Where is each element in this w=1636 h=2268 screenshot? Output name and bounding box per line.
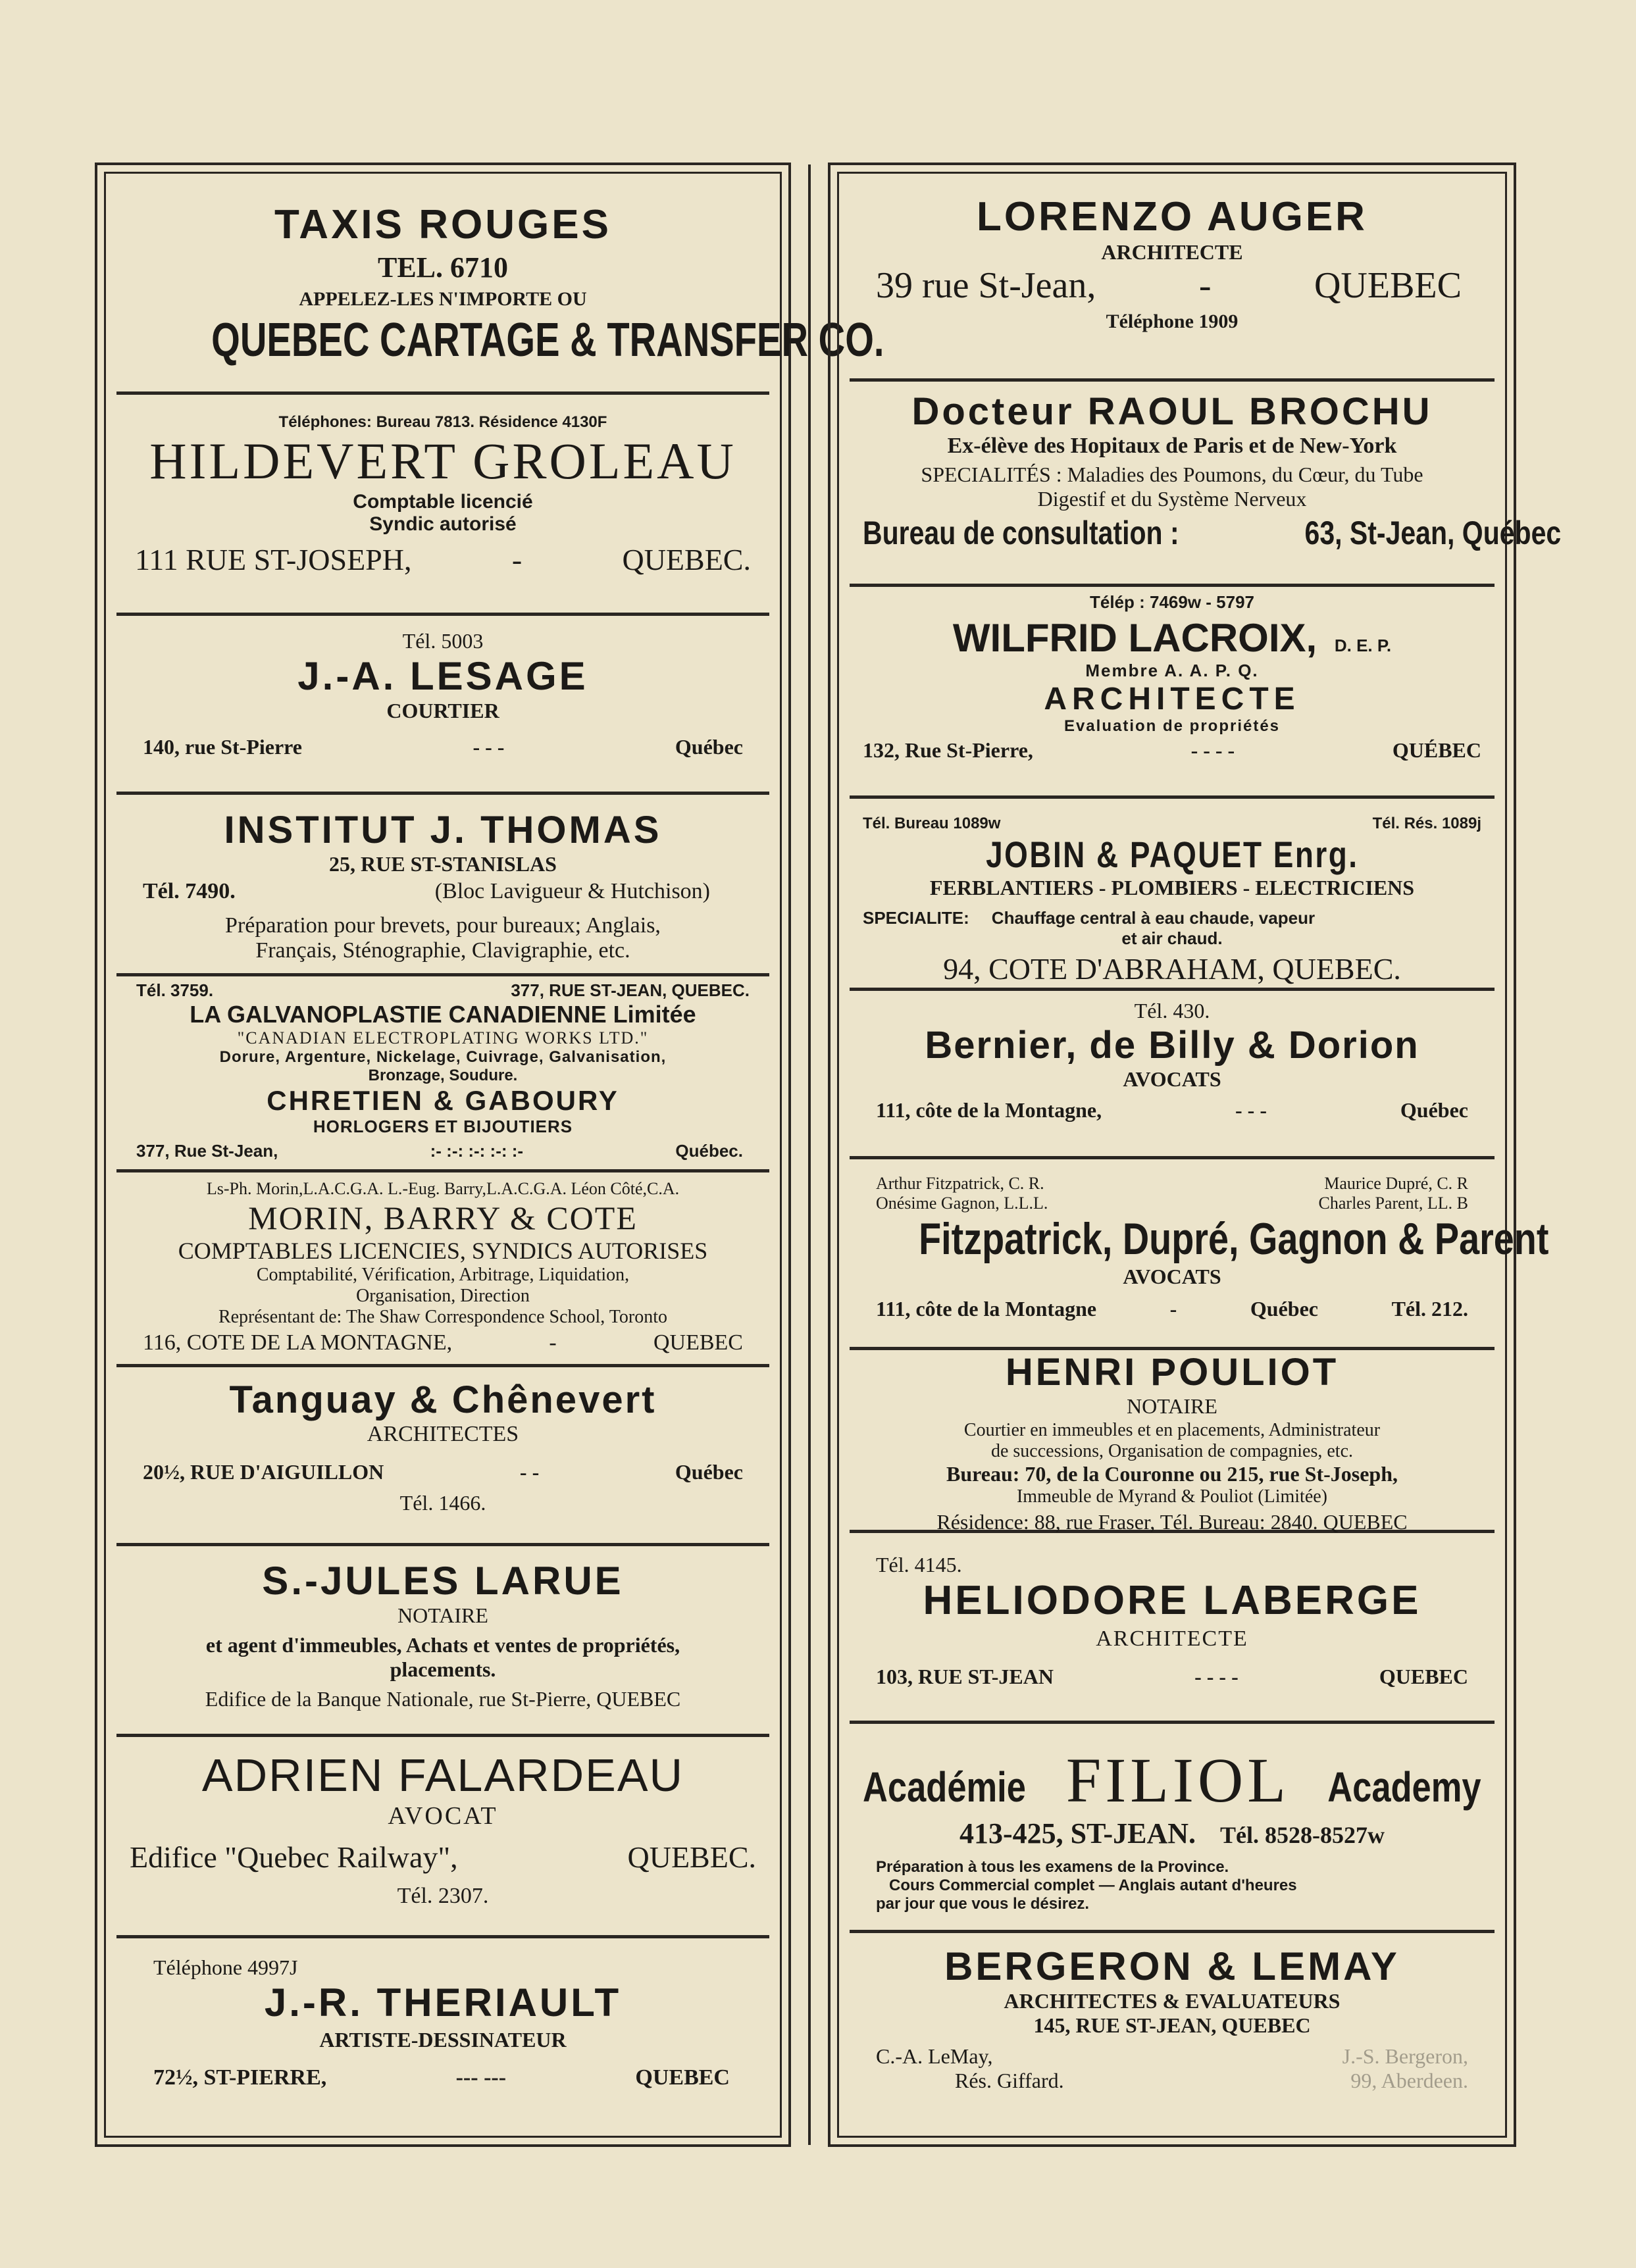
ad-theriault (116, 1938, 769, 2142)
right-column (828, 163, 1562, 2147)
address-city: QUEBEC (1379, 1665, 1468, 1688)
address-sep: - (511, 543, 523, 576)
address-sep: - - - - (1190, 738, 1235, 762)
ad-profession: ARCHITECTE (1044, 682, 1300, 717)
ad-address: 377, RUE ST-JEAN, QUEBEC. (511, 980, 750, 1000)
ad-phone-residence: Tél. Rés. 1089j (1372, 815, 1481, 832)
ad-phones: Téléphones: Bureau 7813. Résidence 4130F (278, 413, 607, 431)
partner-2: J.-S. Bergeron, (1342, 2044, 1468, 2068)
ad-institut-thomas (116, 795, 769, 976)
ad-title-suffix: D. E. P. (1334, 636, 1392, 655)
ad-title: HENRI POULIOT (1005, 1351, 1339, 1394)
ad-profession: AVOCAT (388, 1802, 498, 1830)
ad-taxis-rouges (116, 174, 884, 395)
ad-profession: ARTISTE-DESSINATEUR (319, 2028, 567, 2052)
ad-phone-office: Tél. Bureau 1089w (863, 815, 1001, 832)
partner-2: Maurice Dupré, C. R (1324, 1174, 1468, 1193)
ad-phone: Tél. 1466. (399, 1491, 486, 1515)
address-street: 132, Rue St-Pierre, (863, 738, 1033, 762)
ad-desc-3: par jour que vous le désirez. (876, 1895, 1090, 1913)
ad-specialty-2: et air chaud. (1121, 928, 1223, 948)
address-city: QUEBEC (635, 2065, 730, 2090)
ad-lorenzo-auger (850, 174, 1495, 382)
address-city: Québec (1400, 1098, 1468, 1122)
address-sep: - - - (473, 735, 505, 759)
ad-address-row (116, 1137, 769, 1161)
address-sep: - - (519, 1460, 540, 1484)
partner-3: Onésime Gagnon, L.L.L. (876, 1194, 1048, 1213)
ad-address (850, 1651, 1495, 1689)
ad-title: INSTITUT J. THOMAS (224, 809, 662, 851)
ad-subtitle: Ex-élève des Hopitaux de Paris et de New-York (947, 434, 1397, 458)
ad-partners-2 (850, 1194, 1495, 1213)
address-street: 111 RUE ST-JOSEPH, (135, 543, 412, 576)
address-label: Bureau de consultation : (863, 515, 1179, 551)
ad-address (116, 1830, 769, 1875)
ad-desc-2: de successions, Organisation de compagnies, etc. (990, 1441, 1353, 1461)
ad-subtitle: "CANADIAN ELECTROPLATING WORKS LTD." (237, 1028, 649, 1047)
ad-address (116, 1328, 769, 1355)
ad-company: QUEBEC CARTAGE & TRANSFER CO. (211, 314, 884, 366)
ad-profession: NOTAIRE (1127, 1394, 1217, 1418)
ad-title: J.-R. THERIAULT (264, 1980, 622, 2025)
ad-address: 25, RUE ST-STANISLAS (329, 852, 557, 876)
ad-phone-row (116, 876, 769, 904)
address-building: Edifice "Quebec Railway", (130, 1840, 458, 1874)
ad-address (850, 1289, 1495, 1321)
ad-desc-2: Français, Sténographie, Clavigraphie, etc. (255, 938, 630, 963)
address-city: Québec (1250, 1297, 1318, 1321)
ad-title: FILIOL (1065, 1745, 1290, 1815)
address-city: Québec. (675, 1141, 743, 1161)
ad-specialty-text: Chauffage central à eau chaude, vapeur (991, 908, 1316, 928)
ad-address (116, 1447, 769, 1484)
ad-partners: Ls-Ph. Morin,L.A.C.G.A. L.-Eug. Barry,L.A.C.G.A. Léon Côté,C.A. (206, 1179, 680, 1198)
ad-bergeron-lemay (850, 1933, 1495, 2142)
ad-title-en: Academy (1327, 1763, 1481, 1811)
ad-building: Immeuble de Myrand & Pouliot (Limitée) (1016, 1486, 1327, 1507)
ad-galvanoplastie (116, 976, 769, 1172)
ad-phone: TEL. 6710 (377, 251, 509, 284)
ad-title: MORIN, BARRY & COTE (248, 1199, 638, 1236)
ad-residence: Résidence: 88, rue Fraser, Tél. Bureau: 2840. QUEBEC (936, 1510, 1408, 1534)
ad-title: HELIODORE LABERGE (923, 1578, 1421, 1623)
ad-henri-pouliot (850, 1350, 1495, 1533)
ad-jobin-paquet (850, 799, 1495, 991)
ad-title: Tanguay & Chênevert (229, 1378, 657, 1421)
address-city: QUEBEC. (627, 1840, 756, 1874)
ad-title: LORENZO AUGER (977, 194, 1368, 239)
ad-services: Dorure, Argenture, Nickelage, Cuivrage, Galvanisation, (219, 1048, 667, 1066)
ad-title: WILFRID LACROIX, (952, 616, 1317, 660)
address-street: 111, côte de la Montagne, (876, 1098, 1102, 1122)
ad-phone: Tél. 3759. (136, 980, 214, 1000)
ad-desc-1: et agent d'immeubles, Achats et ventes de propriétés, (205, 1633, 680, 1657)
ad-phones (850, 799, 1495, 833)
partner-4: Charles Parent, LL. B (1318, 1194, 1468, 1213)
ad-profession: Comptable licencié (353, 491, 533, 513)
ad-partners-row (850, 2038, 1495, 2069)
address-city: QUÉBEC (1392, 738, 1481, 762)
residence-1: Rés. Giffard. (955, 2069, 1064, 2092)
address-city: QUEBEC (653, 1330, 743, 1355)
address-sep: - (1169, 1297, 1177, 1321)
ad-address (116, 536, 769, 577)
address-sep: :- :-: :-: :-: :- (430, 1141, 524, 1161)
ad-desc-2: placements. (390, 1657, 496, 1681)
ad-title: S.-JULES LARUE (262, 1559, 624, 1603)
ad-services: Comptabilité, Vérification, Arbitrage, Liquidation, (256, 1265, 630, 1285)
ad-address: 94, COTE D'ABRAHAM, QUEBEC. (943, 952, 1401, 986)
address-street: 111, côte de la Montagne (876, 1297, 1097, 1321)
residence-2: 99, Aberdeen. (1350, 2069, 1468, 2092)
ad-address: 413-425, ST-JEAN. (959, 1817, 1196, 1850)
ad-title: HILDEVERT GROLEAU (149, 432, 736, 490)
ad-profession: AVOCATS (1123, 1067, 1221, 1091)
ad-phone: Tél. 8528-8527w (1220, 1822, 1385, 1848)
ad-address-row (850, 1817, 1495, 1850)
ad-desc-1: Préparation pour brevets, pour bureaux; Anglais, (225, 913, 661, 938)
ad-services-2: Organisation, Direction (356, 1286, 530, 1306)
ad-phone: Télép : 7469w - 5797 (1089, 592, 1255, 612)
address-sep: --- --- (455, 2065, 507, 2090)
ad-wilfrid-lacroix (850, 587, 1495, 799)
ad-adrien-falardeau (116, 1737, 769, 1938)
address-street: 39 rue St-Jean, (876, 265, 1096, 306)
ad-address (850, 511, 1562, 552)
ad-tanguay-chenevert (116, 1367, 769, 1546)
ad-specialty-label: SPECIALITE: (863, 908, 969, 928)
ad-title: BERGERON & LEMAY (944, 1944, 1400, 1988)
ad-address (850, 265, 1495, 307)
ad-phone: Tél. 5003 (402, 629, 484, 653)
ad-specialty (850, 900, 1495, 928)
ad-title: Fitzpatrick, Dupré, Gagnon & Parent (919, 1214, 1549, 1264)
address-street: 20½, RUE D'AIGUILLON (143, 1460, 384, 1484)
address-street: 140, rue St-Pierre (143, 735, 302, 759)
address-city: QUEBEC. (622, 543, 751, 576)
ad-representation: Représentant de: The Shaw Correspondence School, Toronto (218, 1307, 668, 1327)
ad-hildevert-groleau (116, 395, 769, 616)
ad-desc-1: Préparation à tous les examens de la Province. (876, 1858, 1229, 1876)
ad-membership: Membre A. A. P. Q. (1085, 661, 1259, 680)
ad-address: Edifice de la Banque Nationale, rue St-Pierre, QUEBEC (205, 1687, 681, 1711)
partner-1: Arthur Fitzpatrick, C. R. (876, 1174, 1044, 1193)
partner-1: C.-A. LeMay, (876, 2044, 993, 2068)
ad-phone: Tél. 430. (1134, 999, 1210, 1022)
left-column (95, 163, 884, 2147)
ad-partners-1 (850, 1159, 1495, 1194)
ad-profession: ARCHITECTES (367, 1422, 519, 1446)
ad-address (850, 736, 1495, 763)
column-divider (808, 164, 811, 2145)
ad-address (116, 2052, 769, 2090)
ad-desc-1: Courtier en immeubles et en placements, Administrateur (963, 1420, 1381, 1440)
address-city: Québec (675, 1460, 743, 1484)
ad-phone: Tél. 7490. (143, 879, 236, 903)
address-street: 72½, ST-PIERRE, (153, 2065, 327, 2090)
ad-title: J.-A. LESAGE (297, 654, 588, 698)
address-street: 377, Rue St-Jean, (136, 1141, 278, 1161)
ad-title: LA GALVANOPLASTIE CANADIENNE Limitée (190, 1001, 696, 1028)
ad-academie-filiol (850, 1724, 1495, 1933)
ad-lesage (116, 616, 769, 795)
address-sep: - (549, 1330, 557, 1355)
ad-residence-row (850, 2069, 1495, 2093)
ad-profession: HORLOGERS ET BIJOUTIERS (313, 1117, 573, 1136)
ad-specialties-2: Digestif et du Système Nerveux (1037, 487, 1307, 511)
ad-title: Bernier, de Billy & Dorion (925, 1024, 1419, 1067)
address-city: Québec (675, 735, 743, 759)
ad-specialties: SPECIALITÉS : Maladies des Poumons, du Cœur, du Tube (921, 463, 1423, 486)
ad-profession: NOTAIRE (397, 1603, 488, 1627)
ad-building: (Bloc Lavigueur & Hutchison) (434, 879, 710, 903)
ad-phone: Téléphone 1909 (1106, 311, 1239, 332)
ad-bernier-billy-dorion (850, 991, 1495, 1159)
ad-phone: Téléphone 4997J (153, 1955, 298, 1979)
address-street: 63, St-Jean, Québec (1304, 515, 1562, 551)
ad-profession: ARCHITECTE (1096, 1626, 1248, 1651)
ad-tagline: APPELEZ-LES N'IMPORTE OU (299, 288, 587, 310)
ad-title: Docteur RAOUL BROCHU (911, 390, 1433, 433)
ad-phone: Tél. 2307. (397, 1884, 489, 1908)
address-sep: - - - - (1194, 1665, 1239, 1688)
ad-header (116, 976, 769, 1001)
ad-raoul-brochu (850, 382, 1562, 587)
address-sep: - (1198, 265, 1212, 306)
ad-desc-2: Cours Commercial complet — Anglais autant d'heures (889, 1877, 1297, 1894)
ad-title-row (850, 615, 1495, 661)
address-sep: - - - (1235, 1098, 1267, 1122)
ad-title-fr: Académie (863, 1763, 1026, 1811)
ad-company: CHRETIEN & GABOURY (267, 1085, 619, 1116)
ad-office: Bureau: 70, de la Couronne ou 215, rue St-Joseph, (946, 1462, 1398, 1486)
address-street: 116, COTE DE LA MONTAGNE, (143, 1330, 453, 1355)
ad-profession: COURTIER (386, 699, 499, 722)
ad-profession-2: Syndic autorisé (369, 513, 517, 535)
address-street: 103, RUE ST-JEAN (876, 1665, 1054, 1688)
ad-title: JOBIN & PAQUET Enrg. (985, 834, 1359, 875)
ad-title: TAXIS ROUGES (274, 202, 611, 247)
ad-heliodore-laberge (850, 1533, 1495, 1724)
ad-profession: FERBLANTIERS - PLOMBIERS - ELECTRICIENS (929, 876, 1415, 899)
ad-profession: COMPTABLES LICENCIES, SYNDICS AUTORISES (178, 1238, 708, 1264)
ad-fitzpatrick-dupre (850, 1159, 1549, 1350)
ad-morin-barry-cote (116, 1172, 769, 1367)
ad-profession: AVOCATS (1123, 1265, 1221, 1288)
ad-profession: ARCHITECTES & EVALUATEURS (1004, 1989, 1341, 2013)
ad-address (850, 1092, 1495, 1122)
ad-profession: ARCHITECTE (1101, 240, 1243, 264)
ad-services-2: Bronzage, Soudure. (368, 1067, 518, 1084)
ad-title-row (850, 1724, 1495, 1817)
ad-service: Evaluation de propriétés (1063, 717, 1281, 735)
address-city: QUEBEC (1314, 265, 1462, 306)
ad-address: 145, RUE ST-JEAN, QUEBEC (1033, 2013, 1311, 2037)
ad-phone: Tél. 212. (1391, 1297, 1468, 1321)
ad-jules-larue (116, 1546, 769, 1737)
ad-address (116, 723, 769, 759)
ad-phone: Tél. 4145. (876, 1553, 962, 1576)
ad-title: ADRIEN FALARDEAU (201, 1750, 684, 1801)
